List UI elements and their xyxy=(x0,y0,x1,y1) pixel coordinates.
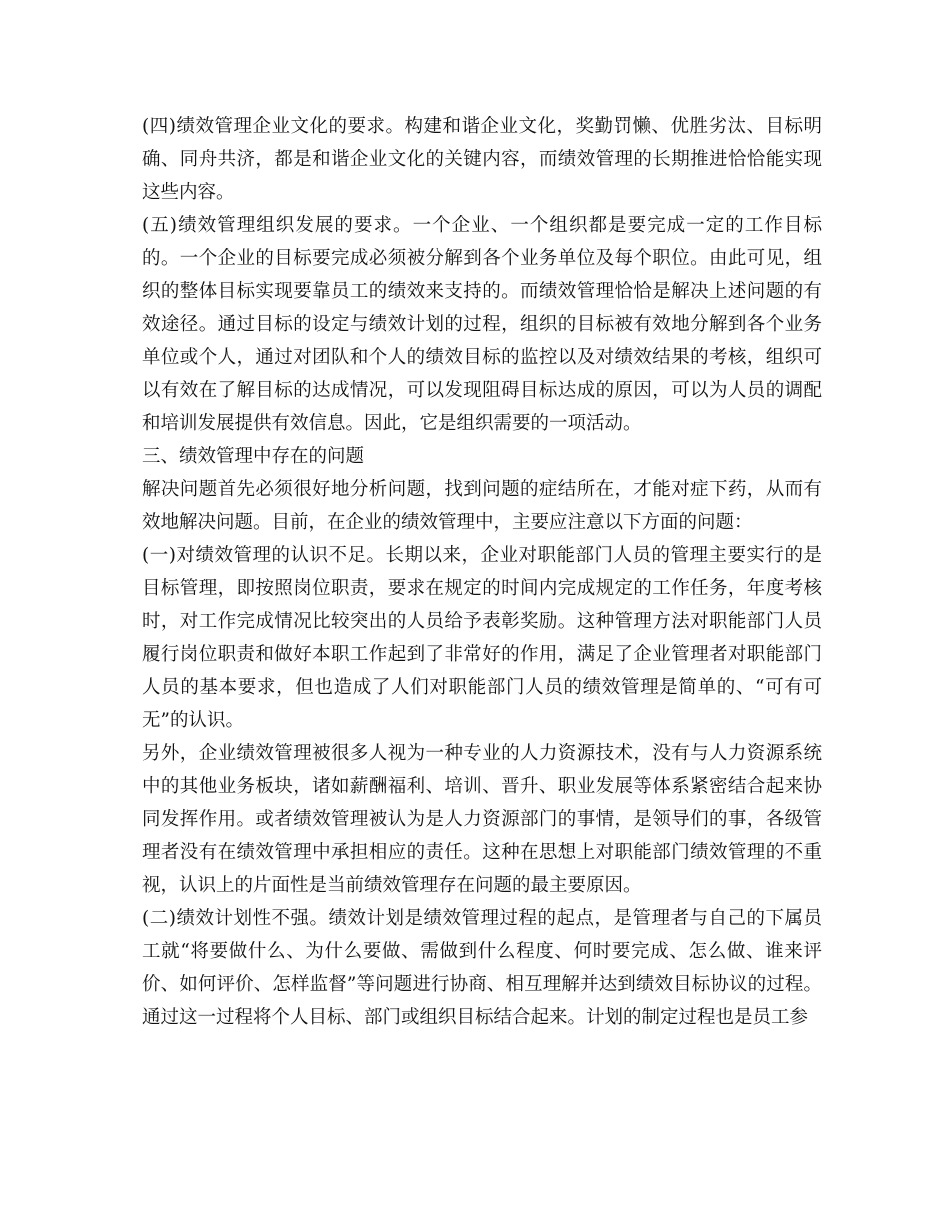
paragraph-insufficient-understanding: (一)对绩效管理的认识不足。长期以来，企业对职能部门人员的管理主要实行的是目标管理，即按照岗位职责，要求在规定的时间内完成规定的工作任务，年度考核时，对工作完成情况比较突出的人员给予表彰奖励。这种管理方法对职能部门人员履行岗位职责和做好本职工作起到了非常好的作用，满足了企业管理者对职能部门人员的基本要求，但也造成了人们对职能部门人员的绩效管理是简单的、“可有可无”的认识。 xyxy=(142,545,822,731)
section-heading-problems: 三、绩效管理中存在的问题 xyxy=(142,446,365,467)
paragraph-problem-intro: 解决问题首先必须很好地分析问题，找到问题的症结所在，才能对症下药，从而有效地解决问题。目前，在企业的绩效管理中，主要应注意以下方面的问题： xyxy=(142,479,822,533)
paragraph-organization-requirement: (五)绩效管理组织发展的要求。一个企业、一个组织都是要完成一定的工作目标的。一个企业的目标要完成必须被分解到各个业务单位及每个职位。由此可见，组织的整体目标实现要靠员工的绩效来支持的。而绩效管理恰恰是解决上述问题的有效途径。通过目标的设定与绩效计划的过程，组织的目标被有效地分解到各个业务单位或个人，通过对团队和个人的绩效目标的监控以及对绩效结果的考核，组织可以有效在了解目标的达成情况，可以发现阻碍目标达成的原因，可以为人员的调配和培训发展提供有效信息。因此，它是组织需要的一项活动。 xyxy=(142,215,822,434)
paragraph-hr-technology: 另外，企业绩效管理被很多人视为一种专业的人力资源技术，没有与人力资源系统中的其他业务板块，诸如薪酬福利、培训、晋升、职业发展等体系紧密结合起来协同发挥作用。或者绩效管理被认为是人力资源部门的事情，是领导们的事，各级管理者没有在绩效管理中承担相应的责任。这种在思想上对职能部门绩效管理的不重视，认识上的片面性是当前绩效管理存在问题的最主要原因。 xyxy=(142,743,822,896)
document-page xyxy=(142,110,822,1034)
paragraph-culture-requirement: (四)绩效管理企业文化的要求。构建和谐企业文化，奖勤罚懒、优胜劣汰、目标明确、同舟共济，都是和谐企业文化的关键内容，而绩效管理的长期推进恰恰能实现这些内容。 xyxy=(142,116,822,203)
paragraph-weak-planning: (二)绩效计划性不强。绩效计划是绩效管理过程的起点，是管理者与自己的下属员工就“将要做什么、为什么要做、需做到什么程度、何时要完成、怎么做、谁来评价、如何评价、怎样监督”等问题进行协商、相互理解并达到绩效目标协议的过程。通过这一过程将个人目标、部门或组织目标结合起来。计划的制定过程也是员工参 xyxy=(142,908,822,1028)
